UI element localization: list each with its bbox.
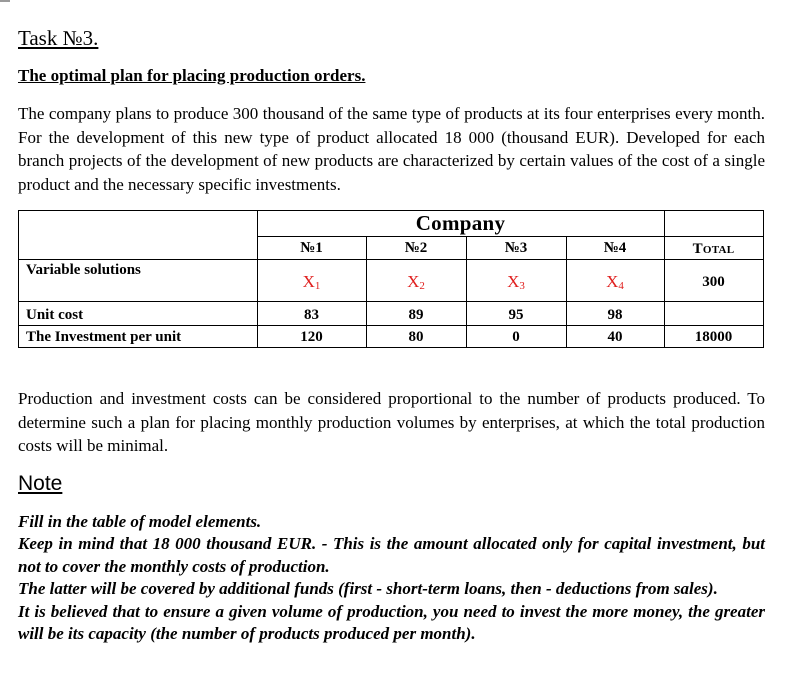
table-line-unit-cost [18,325,764,326]
note-list [18,511,765,645]
variable-x2: $X_2$ [407,272,425,292]
investment-3: 0 [512,329,520,345]
unit-cost-1: 83 [304,307,319,323]
top-edge-mark [0,0,10,2]
table-border-left [18,210,19,348]
investment-total: 18000 [694,329,733,345]
company-header: Company [415,211,506,235]
column-header-3: №3 [504,240,528,256]
variable-x4: $X_4$ [606,272,624,292]
variables-total: 300 [702,274,725,290]
column-header-1: №1 [300,240,323,256]
table-border-right [763,210,764,348]
column-header-2: №2 [404,240,428,256]
note-heading: Note [18,472,63,495]
investment-label: The Investment per unit [26,329,182,345]
note-line-3: The latter will be covered by additional funds (first - short-term loans, then - deductions from sales). [18,579,718,599]
unit-cost-4: 98 [607,307,623,323]
intro-paragraph: The company plans to produce 300 thousand of the same type of products at its four enterprises every month. For the development of this new type of product allocated 18 000 (thousand EUR). Developed for each branch projects of the development of new products are characterized by certain values of the cost of a single product and the necessary specific investments. [18,104,765,194]
task-title: Task №3. [18,26,99,50]
variable-x3: $X_3$ [507,272,525,292]
total-header: Total [692,241,735,257]
table-line-variables [18,301,764,302]
variable-x1: $X_1$ [302,272,321,292]
table-line-group [257,236,764,237]
investment-4: 40 [607,329,623,345]
note-line-4: It is believed that to ensure a given volume of production, you need to invest the more money, the greater will be its capacity (the number of products produced per month). [18,601,765,644]
note-line-1: Fill in the table of model elements. [18,512,262,531]
unit-cost-label: Unit cost [26,307,84,323]
investment-2: 80 [408,329,424,345]
second-paragraph: Production and investment costs can be considered proportional to the number of products produced. To determine such a plan for placing monthly production volumes by enterprises, at which the total production costs will be minimal. [18,389,765,455]
table-border-bottom [18,347,764,348]
task-subtitle: The optimal plan for placing production orders. [18,66,366,85]
investment-1: 120 [300,329,323,345]
unit-cost-2: 89 [408,307,424,323]
table-line-header [18,259,764,260]
column-header-4: №4 [603,240,627,256]
variable-solutions-label: Variable solutions [26,262,141,278]
unit-cost-3: 95 [508,307,524,323]
note-line-2: Keep in mind that 18 000 thousand EUR. - This is the amount allocated only for capital investment, but not to cover the monthly costs of production. [18,534,765,576]
